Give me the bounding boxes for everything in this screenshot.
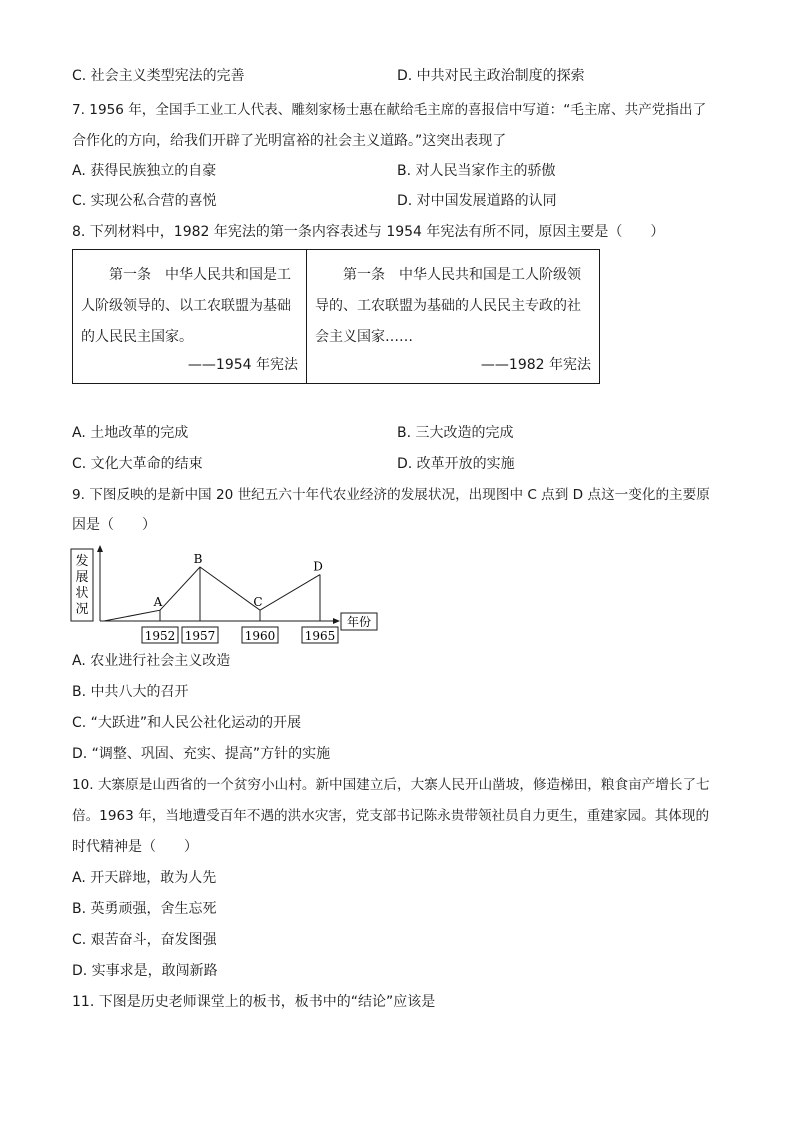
constitution-1954-line1: 第一条 中华人民共和国是工 (109, 267, 291, 283)
constitution-1954-text (81, 260, 291, 353)
q9-stem-line2: 因是（ ） (72, 517, 156, 533)
x-tick-label-1957: 1957 (184, 629, 216, 643)
q11-stem: 11. 下图是历史老师课堂上的板书，板书中的“结论”应该是 (72, 994, 436, 1010)
q8-stem: 8. 下列材料中，1982 年宪法的第一条内容表述与 1954 年宪法有所不同，原因主要是（ ） (72, 224, 665, 240)
agriculture-development-chart (68, 545, 388, 645)
constitution-1982-source: ——1982 年宪法 (480, 357, 591, 373)
point-label-a: A (153, 595, 163, 610)
constitution-1982-line3: 会主义国家…… (315, 329, 413, 345)
constitution-1954-line3: 的人民民主国家。 (81, 329, 193, 345)
x-tick-label-1965: 1965 (304, 629, 336, 643)
constitution-1982-text (315, 260, 581, 353)
series-line (104, 567, 320, 621)
constitution-1982-line2: 导的、工农联盟为基础的人民民主专政的社 (315, 298, 581, 314)
y-label-char-2: 展 (75, 570, 89, 585)
q7-stem-line1: 7. 1956 年，全国手工业工人代表、雕刻家杨士惠在献给毛主席的喜报信中写道：“毛主席、共产党指出了 (72, 102, 707, 118)
q10-option-d: D. 实事求是，敢闯新路 (72, 963, 218, 979)
q7-option-a: A. 获得民族独立的自豪 (72, 163, 217, 179)
q8-option-d: D. 改革开放的实施 (397, 456, 515, 472)
q10-option-c: C. 艰苦奋斗，奋发图强 (72, 932, 217, 948)
q7-option-d: D. 对中国发展道路的认同 (397, 193, 557, 209)
constitution-1954-source: ——1954 年宪法 (187, 357, 298, 373)
q8-option-b: B. 三大改造的完成 (397, 425, 514, 441)
option-d: D. 中共对民主政治制度的探索 (397, 68, 585, 84)
x-tick-label-1952: 1952 (144, 629, 176, 643)
q9-option-a: A. 农业进行社会主义改造 (72, 653, 231, 669)
y-label-char-4: 况 (75, 602, 89, 617)
q9-option-c: C. “大跃进”和人民公社化运动的开展 (72, 715, 302, 731)
x-axis-arrow (333, 618, 340, 624)
option-c: C. 社会主义类型宪法的完善 (72, 68, 245, 84)
q10-stem-line3: 时代精神是（ ） (72, 839, 198, 855)
q8-option-c: C. 文化大革命的结束 (72, 456, 203, 472)
x-label: 年份 (346, 615, 372, 629)
constitution-1954-cell (73, 250, 307, 384)
constitution-1954-line2: 人阶级领导的、以工农联盟为基础 (81, 298, 291, 314)
q7-option-b: B. 对人民当家作主的骄傲 (397, 163, 556, 179)
y-axis-arrow (97, 545, 103, 552)
constitution-1982-cell (307, 250, 600, 384)
q7-option-c: C. 实现公私合营的喜悦 (72, 193, 217, 209)
point-label-d: D (313, 559, 323, 574)
y-label-char-3: 状 (75, 586, 89, 601)
q8-option-a: A. 土地改革的完成 (72, 425, 189, 441)
q9-option-b: B. 中共八大的召开 (72, 684, 189, 700)
q10-stem-line1: 10. 大寨原是山西省的一个贫穷小山村。新中国建立后，大寨人民开山凿坡，修造梯田，粮食亩产增长了七 (72, 777, 710, 793)
q7-stem-line2: 合作化的方向，给我们开辟了光明富裕的社会主义道路。”这突出表现了 (72, 133, 507, 149)
x-tick-label-1960: 1960 (244, 629, 276, 643)
q10-option-b: B. 英勇顽强，舍生忘死 (72, 901, 217, 917)
point-label-c: C (253, 595, 263, 610)
y-label-char-1: 发 (75, 554, 89, 569)
q9-stem-line1: 9. 下图反映的是新中国 20 世纪五六十年代农业经济的发展状况，出现图中 C 点到 D 点这一变化的主要原 (72, 487, 710, 503)
q10-stem-line2: 倍。1963 年，当地遭受百年不遇的洪水灾害，党支部书记陈永贵带领社员自力更生，重建家园。其体现的 (72, 808, 710, 824)
constitution-comparison-table (72, 249, 600, 384)
point-label-b: B (193, 552, 203, 566)
q9-option-d: D. “调整、巩固、充实、提高”方针的实施 (72, 746, 331, 762)
q10-option-a: A. 开天辟地，敢为人先 (72, 870, 217, 886)
constitution-1982-line1: 第一条 中华人民共和国是工人阶级领 (343, 267, 581, 283)
